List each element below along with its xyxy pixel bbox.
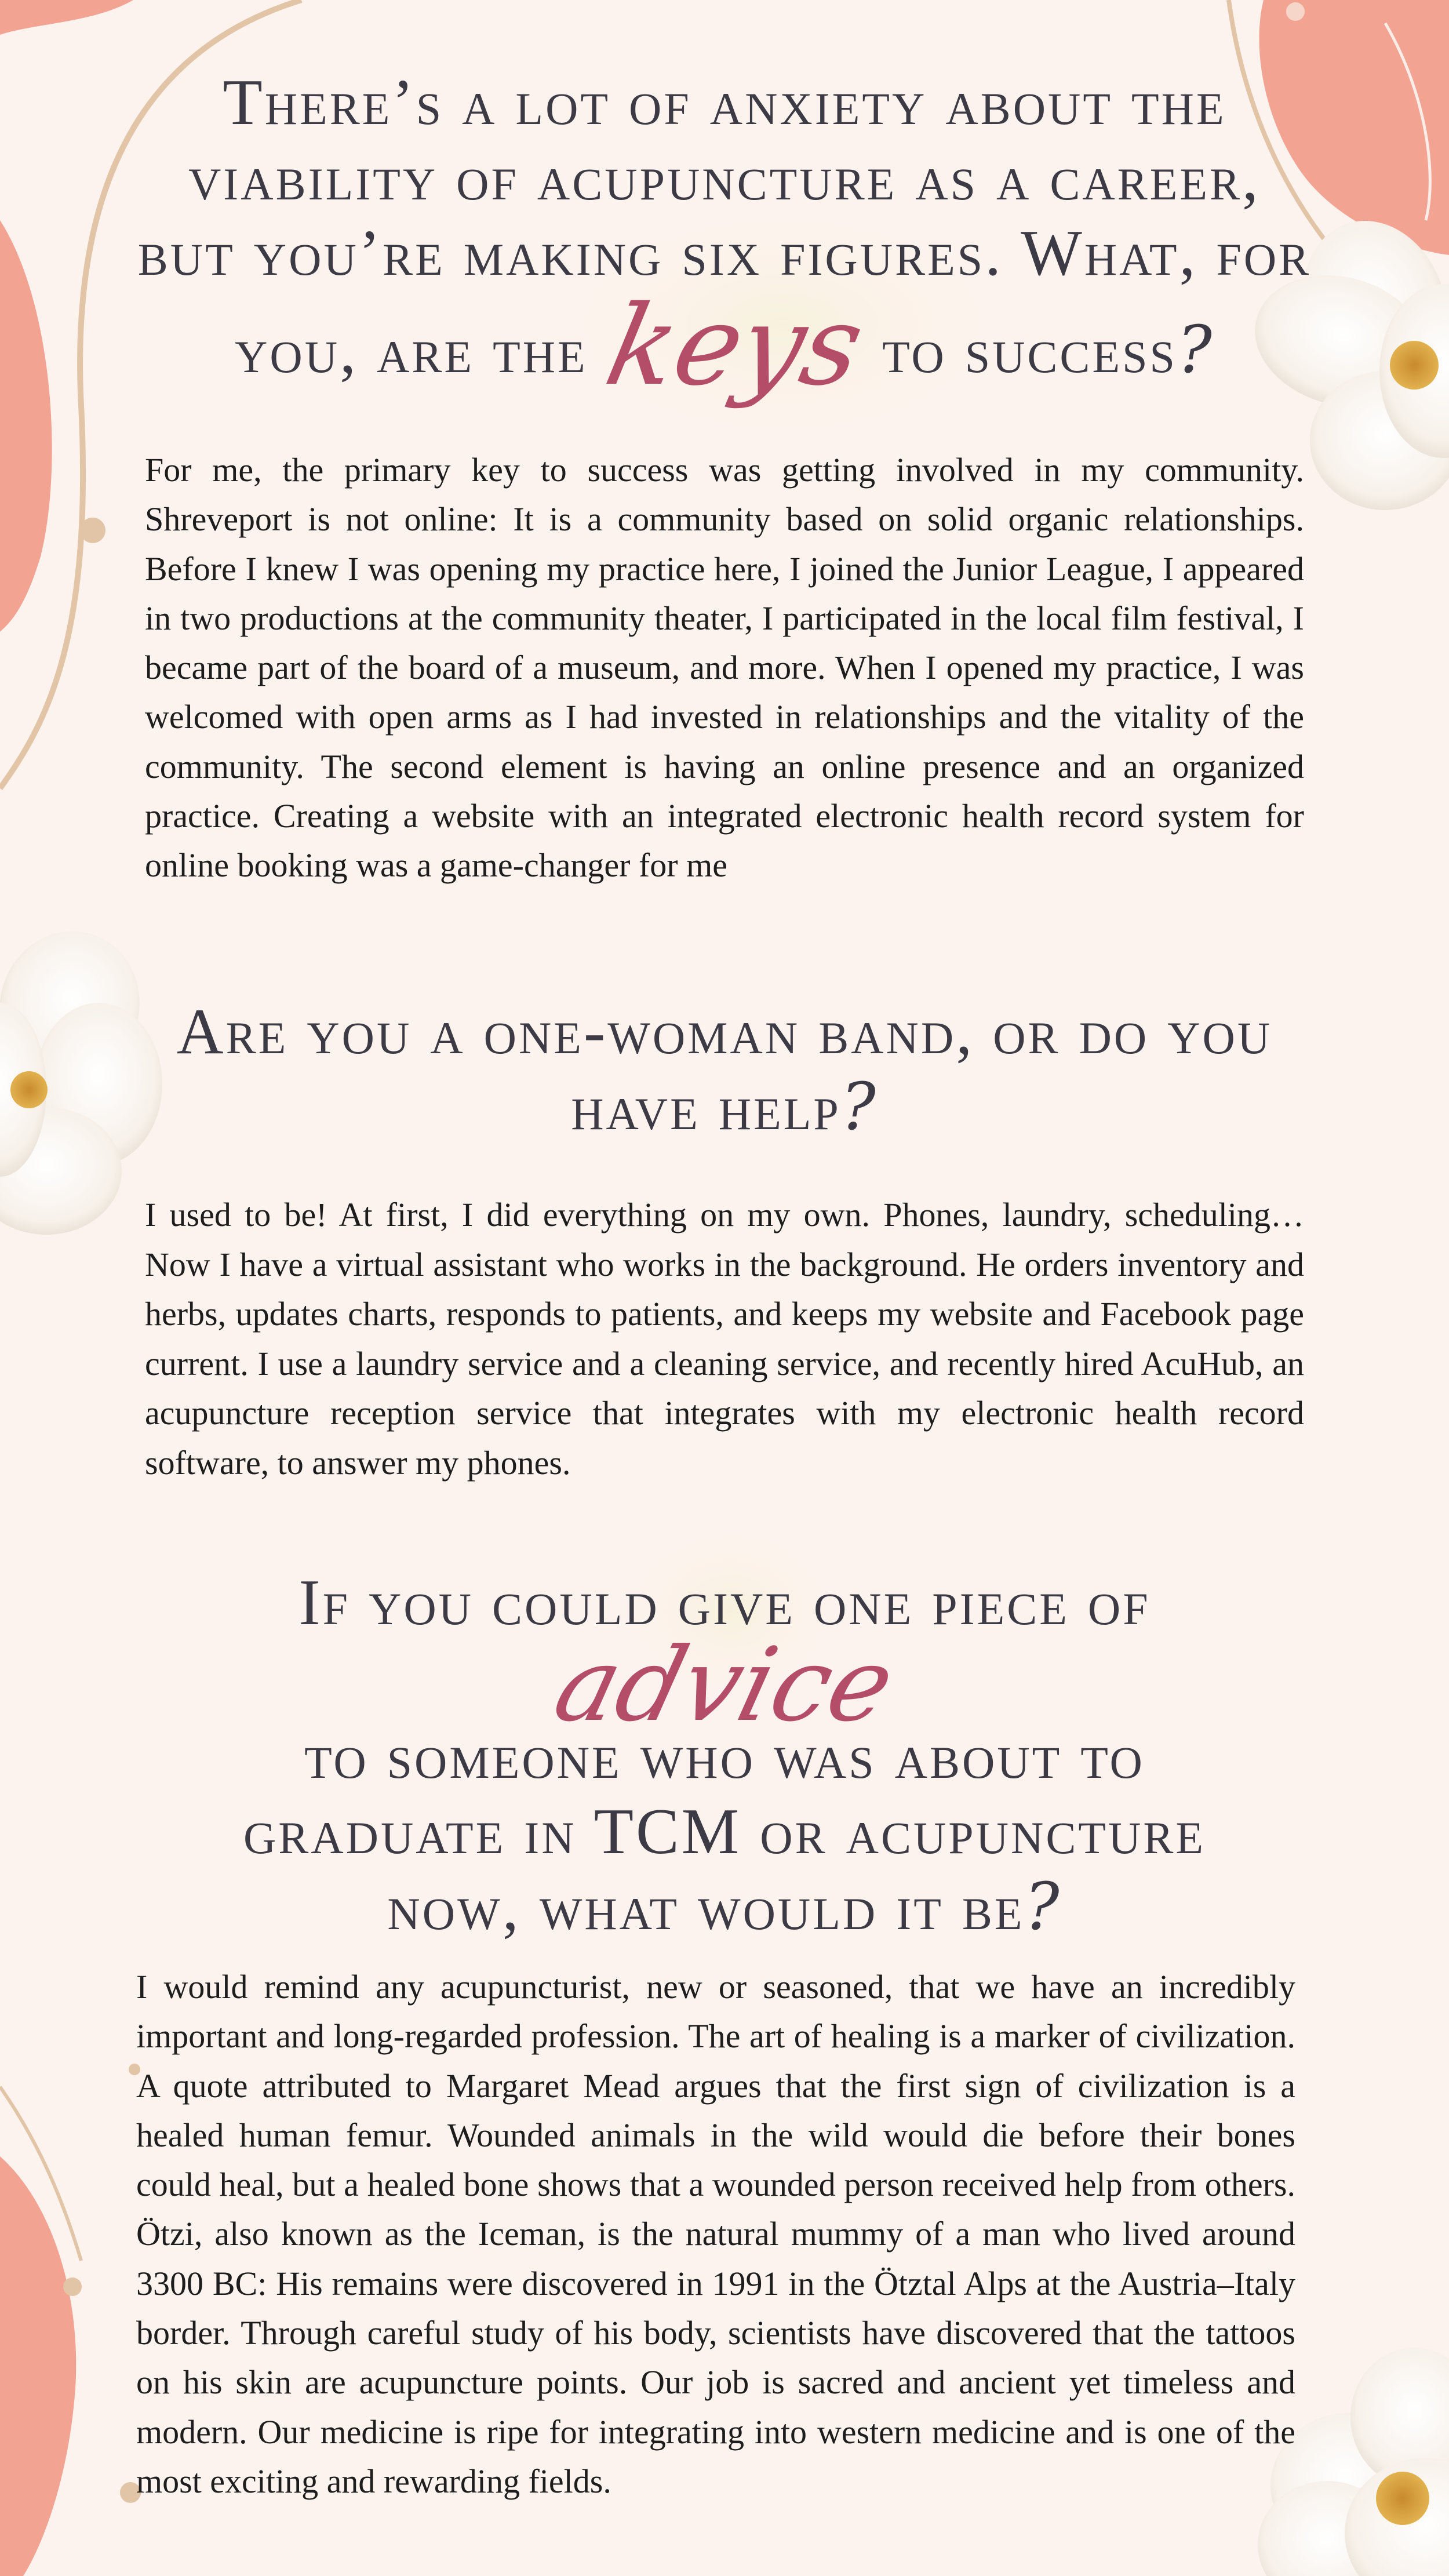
section2-heading-line: Are you a one-woman band, or do you (176, 996, 1273, 1068)
section3-heading-line (116, 1869, 1333, 1945)
section3-heading-line: graduate in TCM or acupuncture (243, 1796, 1206, 1868)
section3-body: I would remind any acupuncturist, new or seasoned, that we have an incredibly important and long-regarded profession. The art of healing is a marker of civilization. A quote attributed to Margaret Mead argues that the first sign of civilization is a healed human femur. Wounded animals in the wild would die before their bones could heal, but a healed bone shows that a wounded person received help from others. Ötzi, also known as the Iceman, is the natural mummy of a man who lived around 3300 BC: His remains were discovered in 1991 in the Ötztal Alps at the Austria–Italy border. Through careful study of his body, scientists have discovered that the tattoos on his skin are acupuncture points. Our job is sacred and ancient yet timeless and modern. Our medicine is ripe for integrating into western medicine and is one of the most exciting and rewarding fields. (136, 1968, 1295, 2500)
section2-body: I used to be! At first, I did everything on my own. Phones, laundry, scheduling… Now I have a virtual assistant who works in the background. He orders inventory and herbs, updates charts, responds to patients, and keeps my website and Facebook page current. I use a laundry service and a cleaning service, and recently hired AcuHub, an acupuncture reception service that integrates with my electronic health record software, to answer my phones. (145, 1196, 1304, 1482)
section3-heading-line: If you could give one piece of (298, 1567, 1151, 1639)
gold-dot (80, 518, 105, 543)
question-mark: ? (1177, 312, 1214, 388)
section1-heading (116, 65, 1333, 410)
gold-dot (1286, 2, 1305, 21)
question-mark: ? (1024, 1869, 1062, 1945)
section1-heading-text: to success (882, 315, 1177, 387)
gold-dot (63, 2277, 82, 2296)
section2-heading-line (116, 1069, 1333, 1145)
section1-heading-line: There’s a lot of anxiety about the (223, 67, 1226, 139)
section2-heading-text: have help (571, 1072, 841, 1144)
keys-script-word: keys (596, 282, 874, 410)
section3-heading-bottom (116, 1719, 1333, 1945)
section3-heading-line: to someone who was about to (304, 1720, 1145, 1792)
section1-heading-line: but you’re making six figures. What, for (137, 217, 1312, 289)
section2-heading (116, 994, 1333, 1145)
section1-heading-line (116, 282, 1333, 410)
blush-shape-left (0, 220, 52, 632)
section1-body: For me, the primary key to success was getting involved in my community. Shreveport is not online: It is a community based on solid organic relationships. Before I knew I was opening my practice here, I joined the Junior League, I appeared in two productions at the community theater, I participated in the local film festival, I became part of the board of a museum, and more. When I opened my practice, I was welcomed with open arms as I had invested in relationships and the vitality of the community. The second element is having an online presence and an organized practice. Creating a website with an integrated electronic health record system for online booking was a game-changer for me (145, 451, 1304, 885)
section1-heading-text: you, are the (235, 315, 588, 387)
advice-script-word: advice (544, 1627, 905, 1744)
blush-shape-top-left (0, 0, 133, 35)
section1-heading-line: viability of acupuncture as a career, (188, 142, 1261, 214)
question-mark: ? (840, 1069, 878, 1145)
section3-heading-text: now, what would it be (387, 1872, 1025, 1944)
blush-shape-bottom-left (0, 2156, 76, 2576)
